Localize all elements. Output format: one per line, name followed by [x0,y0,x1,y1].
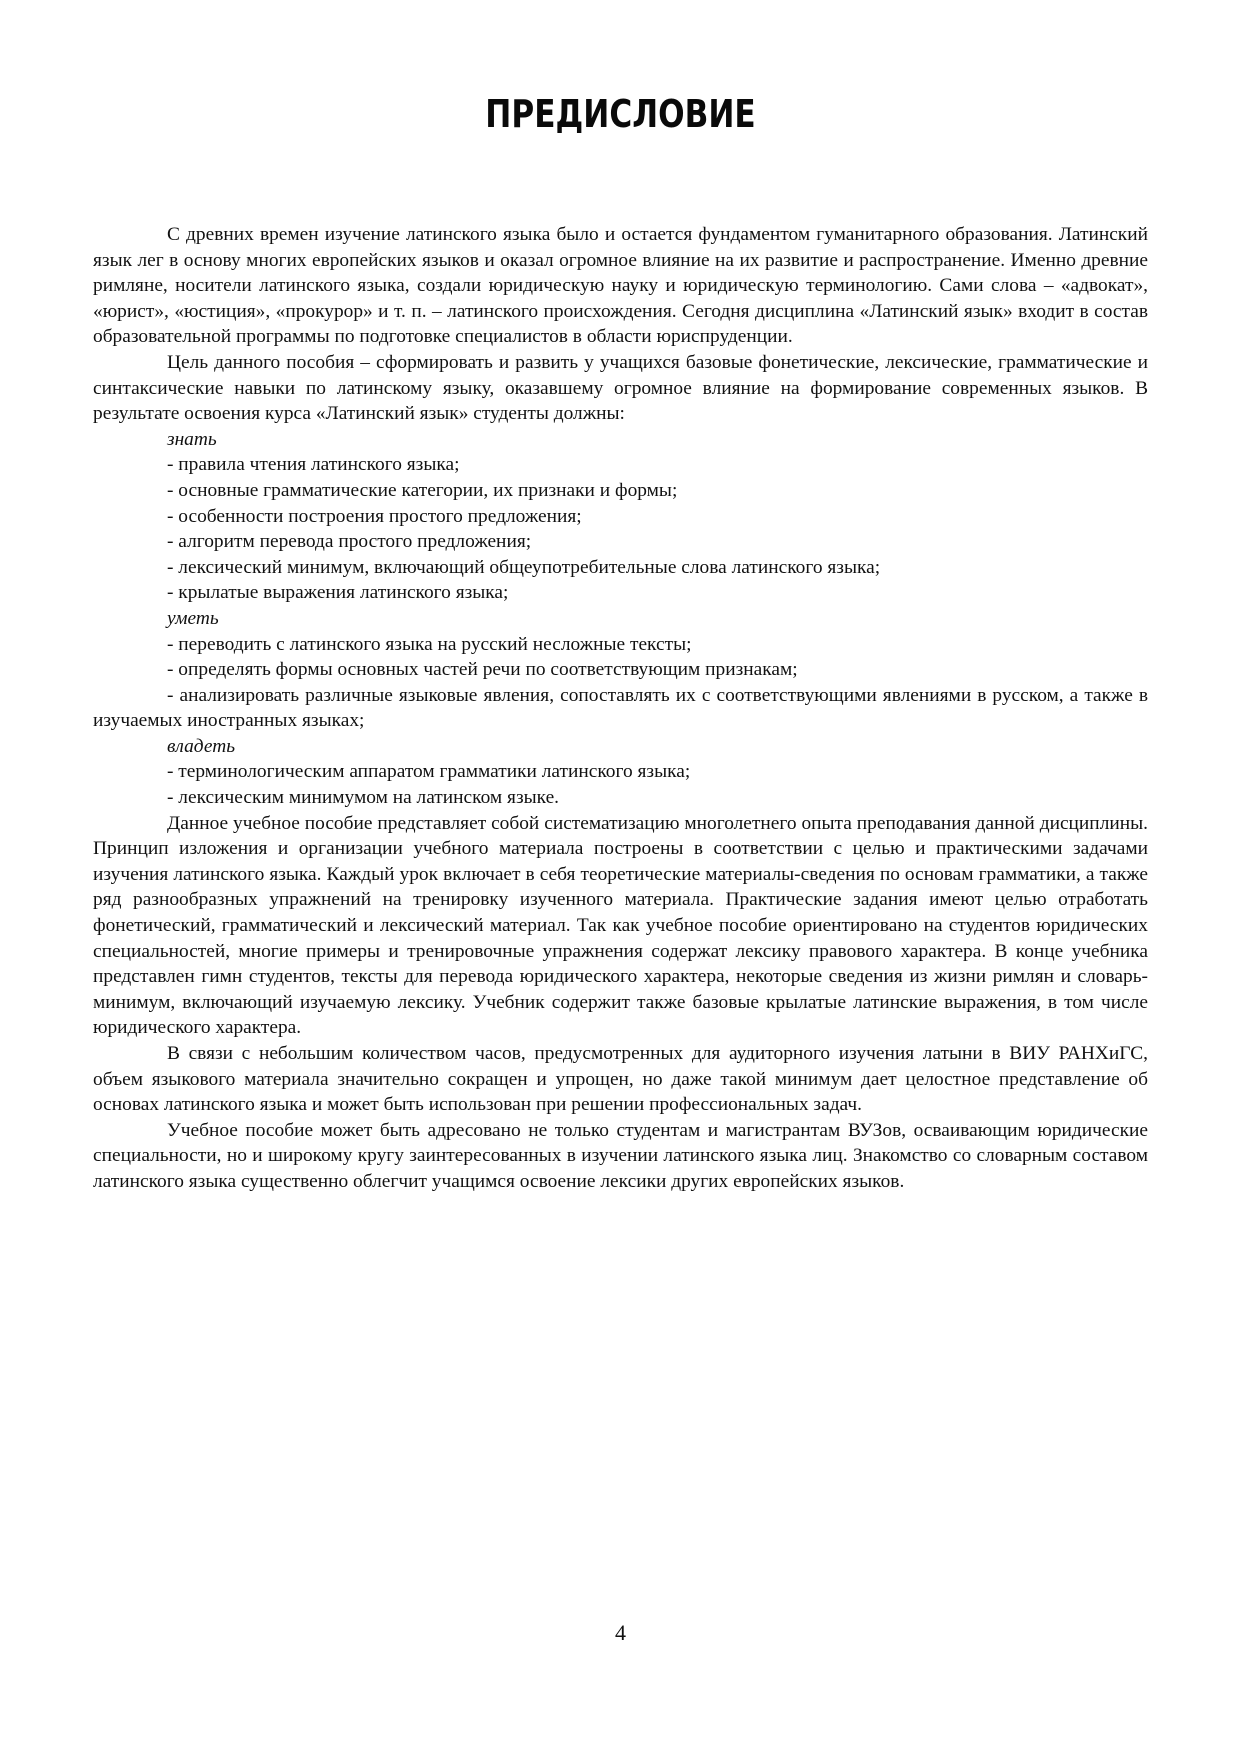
list-item: - основные грамматические категории, их признаки и формы; [167,479,678,501]
page-number: 4 [615,1620,626,1645]
label-know: знать [167,428,217,450]
list-item: - особенности построения простого предложения; [167,505,582,527]
list-item: - переводить с латинского языка на русский несложные тексты; [167,633,692,655]
page-title: ПРЕДИСЛОВИЕ [485,92,756,136]
label-master: владеть [167,735,236,757]
paragraph-description: Данное учебное пособие представляет собой систематизацию многолетнего опыта преподавания данной дисциплины. Принцип изложения и организации учебного материала построены в соответствии с целью и практическими задачами изучения латинского языка. Каждый урок включает в себя теоретические материалы-сведения по основам грамматики, а также ряд разнообразных упражнений на тренировку изученного материала. Практические задания имеют целью отработать фонетический, грамматический и лексический материал. Так как учебное пособие ориентировано на студентов юридических специальностей, многие примеры и тренировочные упражнения содержат лексику правового характера. В конце учебника представлен гимн студентов, тексты для перевода юридического характера, некоторые сведения из жизни римлян и словарь-минимум, включающий изучаемую лексику. Учебник содержит также базовые крылатые латинские выражения, в том числе юридического характера. [93,812,1148,1039]
paragraph-hours: В связи с небольшим количеством часов, предусмотренных для аудиторного изучения латыни в ВИУ РАНХиГС, объем языкового материала значительно сокращен и упрощен, но даже такой минимум дает целостное представление об основах латинского языка и может быть использован при решении профессиональных задач. [93,1043,1148,1116]
list-item: - терминологическим аппаратом грамматики латинского языка; [167,761,691,783]
paragraph-intro: С древних времен изучение латинского языка было и остается фундаментом гуманитарного образования. Латинский язык лег в основу многих европейских языков и оказал огромное влияние на их развитие и распространение. Именно древние римляне, носители латинского языка, создали юридическую науку и юридическую терминологию. Сами слова – «адвокат», «юрист», «юстиция», «прокурор» и т. п. – латинского происхождения. Сегодня дисциплина «Латинский язык» входит в состав образовательной программы по подготовке специалистов в области юриспруденции. [93,224,1148,348]
list-item: - лексический минимум, включающий общеупотребительные слова латинского языка; [167,556,881,578]
list-item: - определять формы основных частей речи по соответствующим признакам; [167,659,798,681]
list-item: - лексическим минимумом на латинском языке. [167,787,560,809]
paragraph-goal: Цель данного пособия – сформировать и развить у учащихся базовые фонетические, лексические, грамматические и синтаксические навыки по латинскому языку, оказавшему огромное влияние на формирование современных языков. В результате освоения курса «Латинский язык» студенты должны: [93,351,1148,425]
list-item: - правила чтения латинского языка; [167,454,460,476]
list-item: - анализировать различные языковые явления, сопоставлять их с соответствующими явлениями в русском, а также в изучаемых иностранных языках; [93,684,1148,732]
label-can: уметь [167,607,219,629]
list-item: - крылатые выражения латинского языка; [167,582,509,604]
preface-body [93,222,1148,1195]
paragraph-audience: Учебное пособие может быть адресовано не только студентам и магистрантам ВУЗов, осваивающим юридические специальности, но и широкому кругу заинтересованных в изучении латинского языка лиц. Знакомство со словарным составом латинского языка существенно облегчит учащимся освоение лексики других европейских языков. [93,1119,1148,1192]
list-item: - алгоритм перевода простого предложения; [167,531,532,553]
